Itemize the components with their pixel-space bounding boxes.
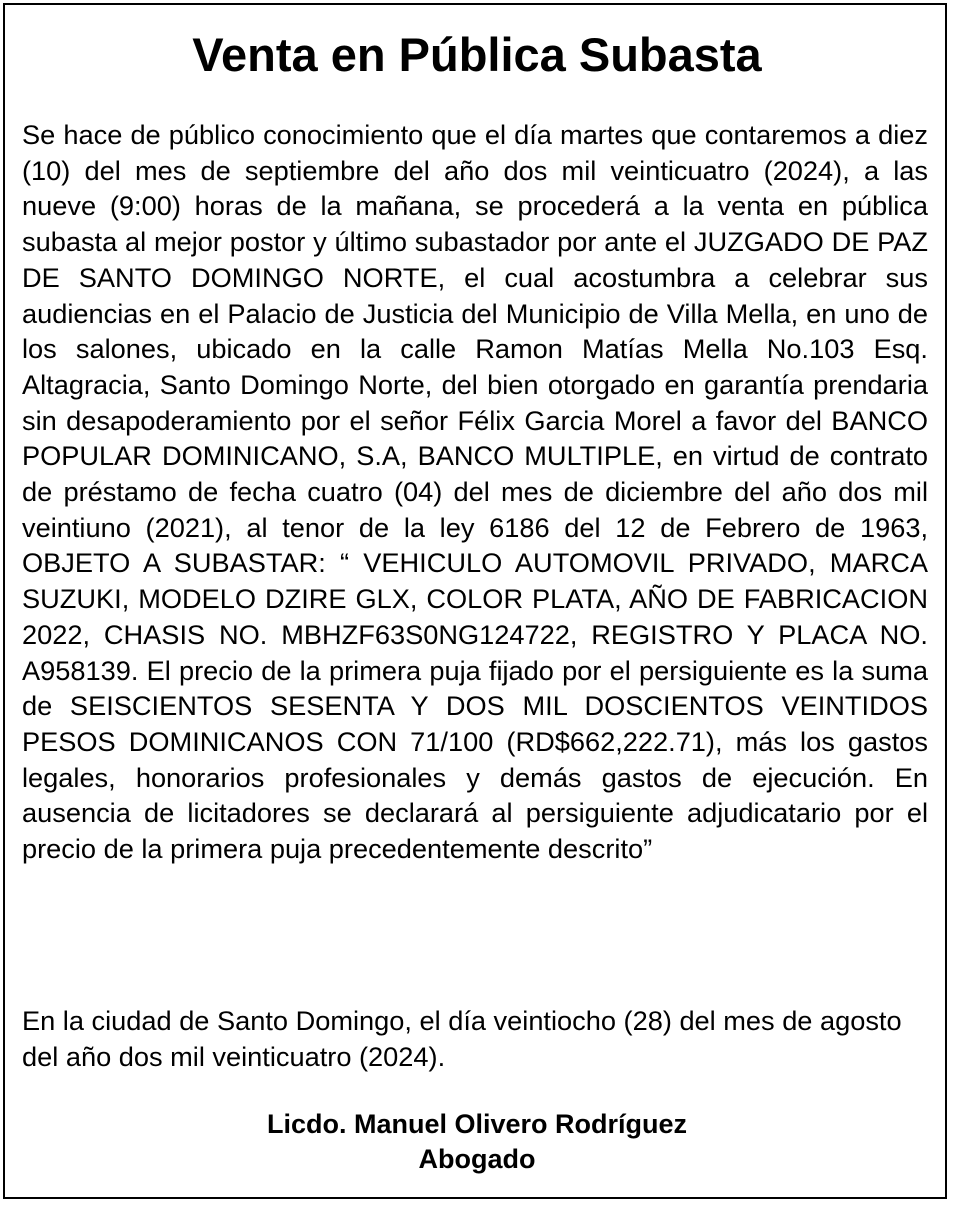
signer-name: Licdo. Manuel Olivero Rodríguez (266, 1109, 688, 1139)
signer-title: Abogado (418, 1144, 536, 1174)
notice-closing: En la ciudad de Santo Domingo, el día veintiocho (28) del mes de agosto del año dos mil veinticuatro (2024). (22, 1005, 902, 1072)
notice-body: Se hace de público conocimiento que el día martes que contaremos a diez (10) del mes de septiembre del año dos mil veinticuatro (2024), a las nueve (9:00) horas de la mañana, se procederá a la venta en pública subasta al mejor postor y último subastador por ante el JUZGADO DE PAZ DE SANTO DOMINGO NORTE, el cual acostumbra a celebrar sus audiencias en el Palacio de Justicia del Municipio de Villa Mella, en uno de los salones, ubicado en la calle Ramon Matías Mella No.103 Esq. Altagracia, Santo Domingo Norte, del bien otorgado en garantía prendaria sin desapoderamiento por el señor Félix Garcia Morel a favor del BANCO POPULAR DOMINICANO, S.A, BANCO MULTIPLE, en virtud de contrato de préstamo de fecha cuatro (04) del mes de diciembre del año dos mil veintiuno (2021), al tenor de la ley 6186 del 12 de Febrero de 1963, OBJETO A SUBASTAR: “ VEHICULO AUTOMOVIL PRIVADO, MARCA SUZUKI, MODELO DZIRE GLX, COLOR PLATA, AÑO DE FABRICACION 2022, CHASIS NO. MBHZF63S0NG124722, REGISTRO Y PLACA NO. A958139. El precio de la primera puja fijado por el persiguiente es la suma de SEISCIENTOS SESENTA Y DOS MIL DOSCIENTOS VEINTIDOS PESOS DOMINICANOS CON 71/100 (RD$662,222.71), más los gastos legales, honorarios profesionales y demás gastos de ejecución. En ausencia de licitadores se declarará al persiguiente adjudicatario por el precio de la primera puja precedentemente descrito” (22, 119, 928, 865)
notice-title: Venta en Pública Subasta (192, 28, 762, 81)
signature-block (5, 1107, 949, 1177)
notice-frame (3, 3, 947, 1199)
